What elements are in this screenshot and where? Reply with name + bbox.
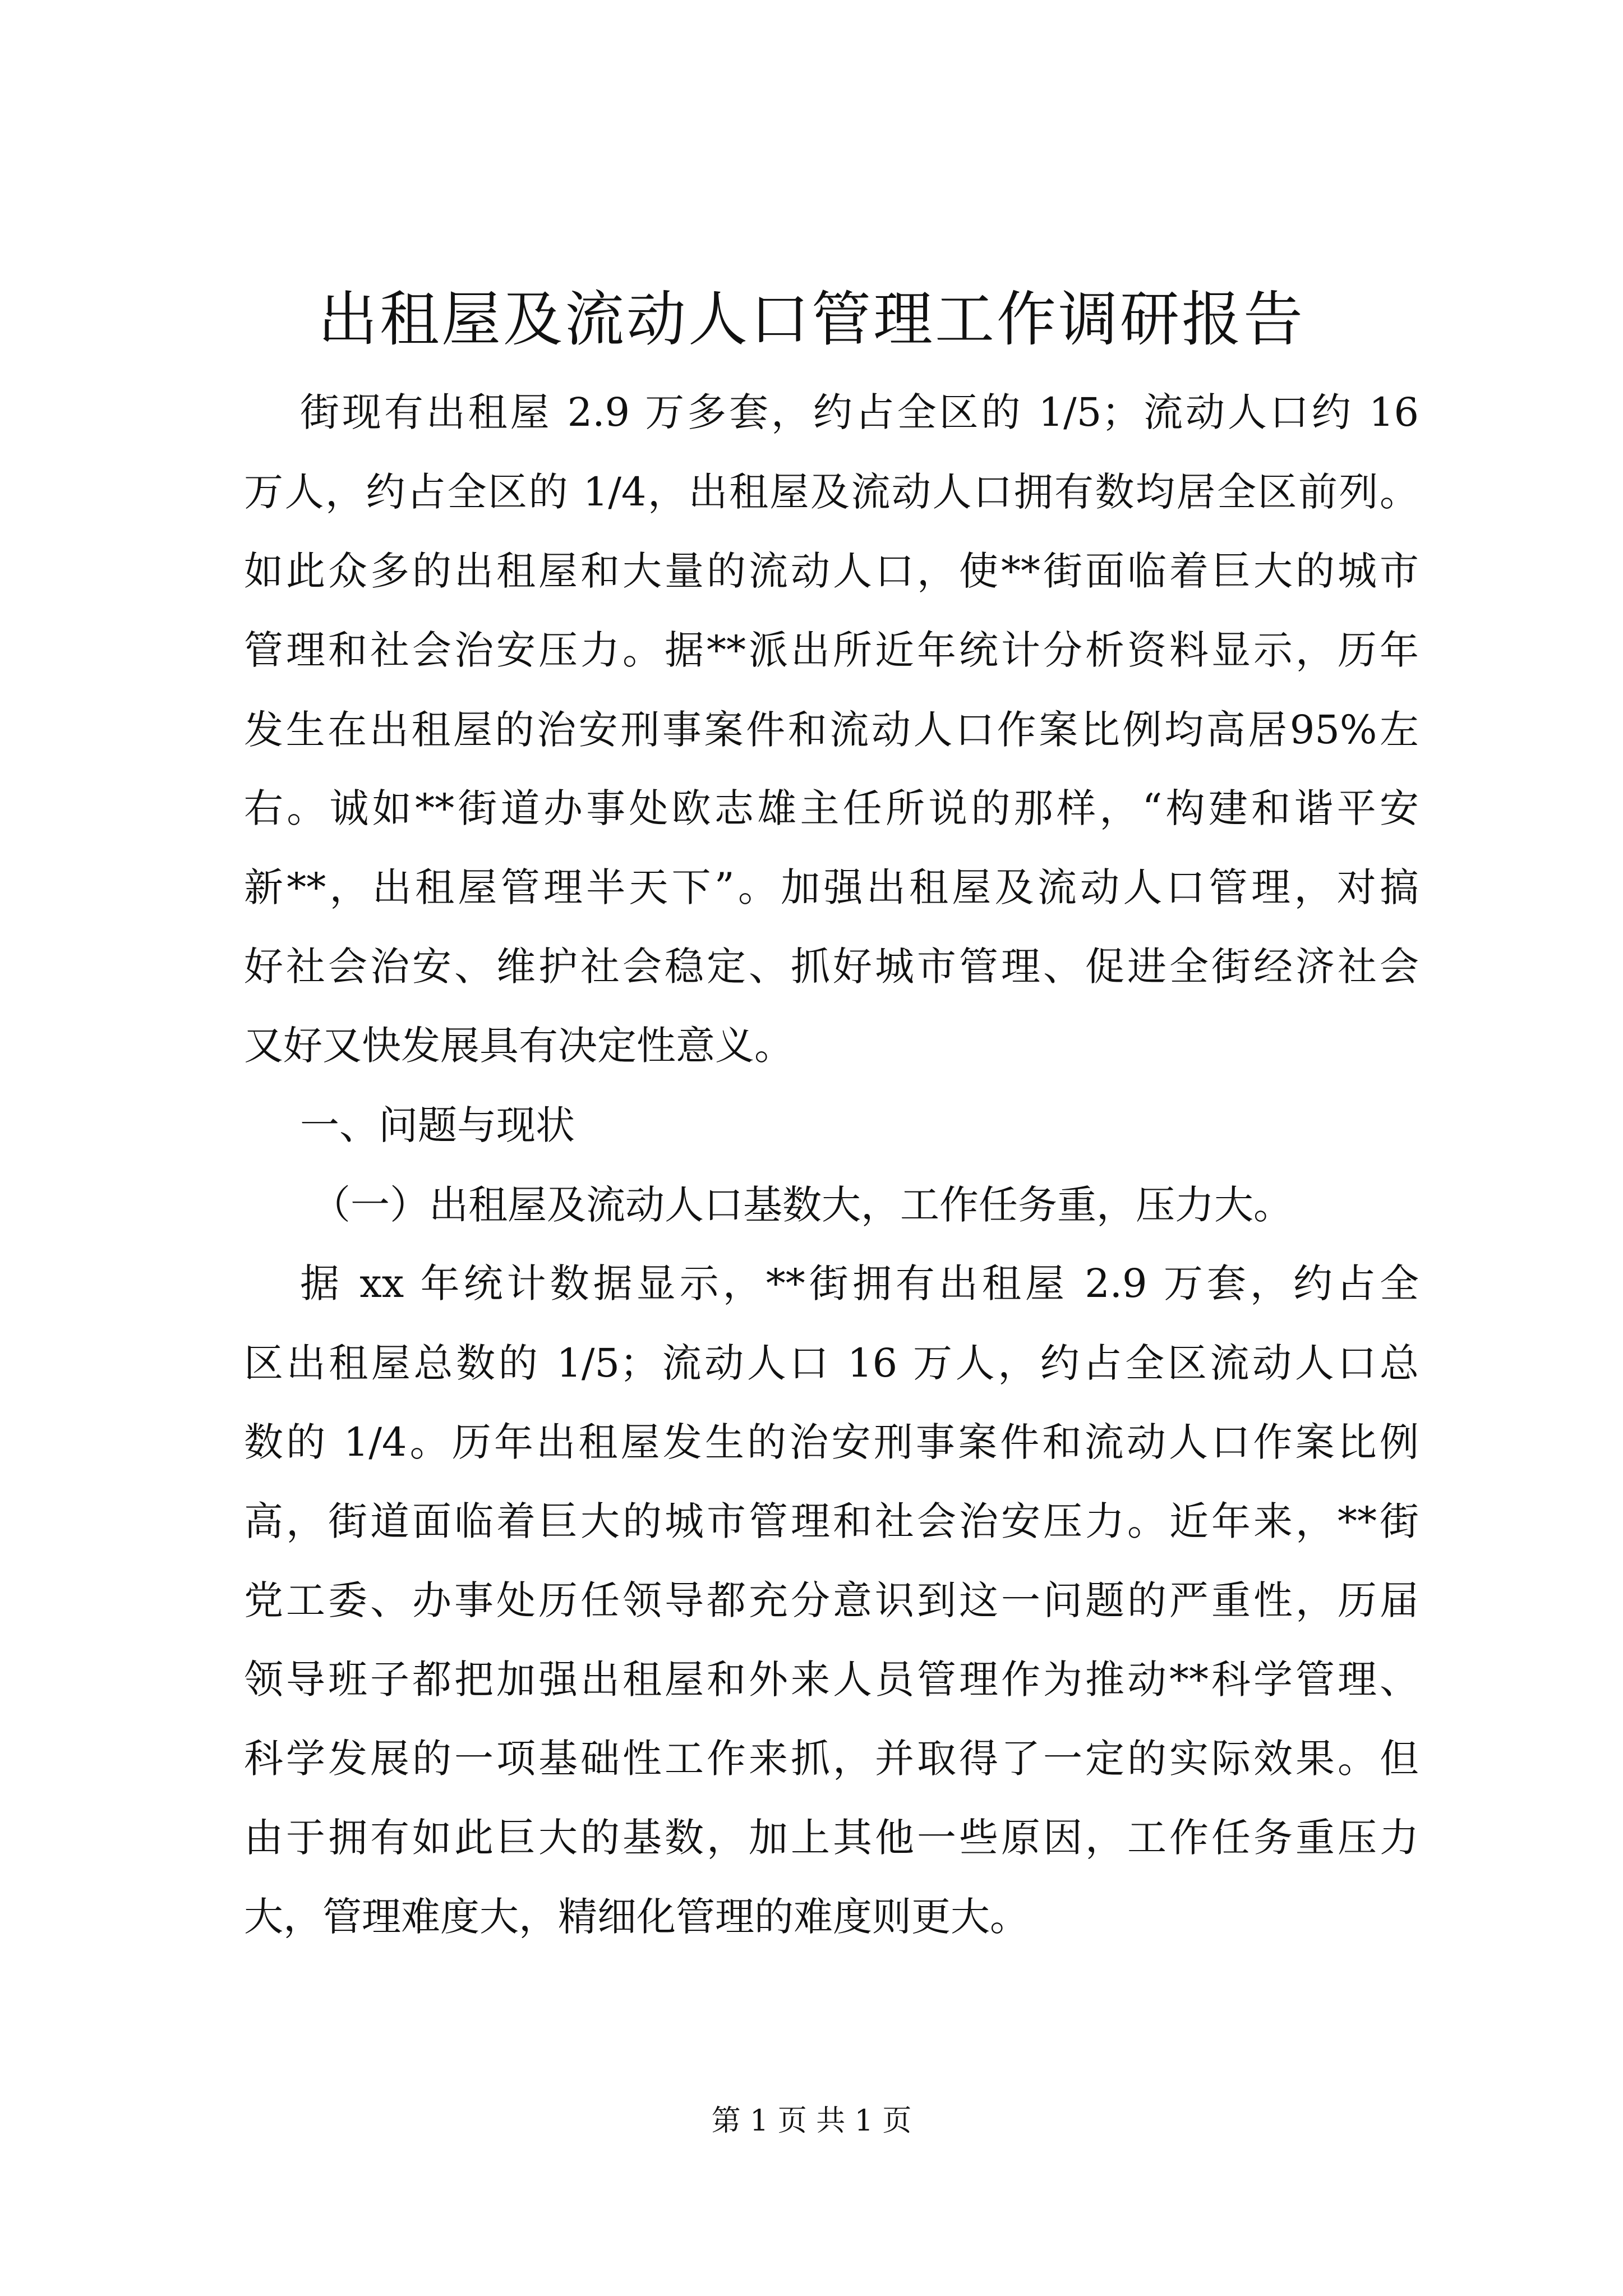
page-number-footer: 第 1 页 共 1 页	[711, 2104, 912, 2138]
paragraph-line: 街现有出租屋 2.9 万多套，约占全区的 1/5；流动人口约 16	[300, 389, 1419, 435]
subsection-heading: （一）出租屋及流动人口基数大，工作任务重，压力大。	[311, 1182, 1293, 1228]
paragraph-line: 科学发展的一项基础性工作来抓，并取得了一定的实际效果。但	[244, 1736, 1419, 1782]
paragraph-line: 数的 1/4。历年出租屋发生的治安刑事案件和流动人口作案比例	[244, 1419, 1419, 1465]
paragraph-line: 党工委、办事处历任领导都充分意识到这一问题的严重性，历届	[244, 1577, 1419, 1623]
paragraph-line: 领导班子都把加强出租屋和外来人员管理作为推动**科学管理、	[244, 1657, 1419, 1703]
paragraph-line: 高，街道面临着巨大的城市管理和社会治安压力。近年来，**街	[244, 1498, 1419, 1544]
paragraph-line: 新**，出租屋管理半天下”。加强出租屋及流动人口管理，对搞	[244, 864, 1419, 910]
paragraph-line: 如此众多的出租屋和大量的流动人口，使**街面临着巨大的城市	[244, 548, 1419, 594]
section-heading: 一、问题与现状	[300, 1102, 575, 1148]
paragraph-line: 好社会治安、维护社会稳定、抓好城市管理、促进全街经济社会	[244, 944, 1419, 990]
paragraph-line: 区出租屋总数的 1/5；流动人口 16 万人，约占全区流动人口总	[244, 1340, 1419, 1386]
paragraph-line: 由于拥有如此巨大的基数，加上其他一些原因，工作任务重压力	[244, 1815, 1419, 1861]
paragraph-line: 又好又快发展具有决定性意义。	[244, 1023, 794, 1069]
paragraph-line: 据 xx 年统计数据显示，**街拥有出租屋 2.9 万套，约占全	[300, 1260, 1419, 1306]
paragraph-line: 大，管理难度大，精细化管理的难度则更大。	[244, 1894, 1029, 1940]
paragraph-line: 管理和社会治安压力。据**派出所近年统计分析资料显示，历年	[244, 627, 1419, 673]
paragraph-line: 发生在出租屋的治安刑事案件和流动人口作案比例均高居95%左	[244, 707, 1419, 753]
document-title: 出租屋及流动人口管理工作调研报告	[318, 285, 1305, 354]
paragraph-line: 右。诚如**街道办事处欧志雄主任所说的那样，“构建和谐平安	[244, 785, 1419, 831]
paragraph-line: 万人，约占全区的 1/4，出租屋及流动人口拥有数均居全区前列。	[244, 469, 1419, 515]
